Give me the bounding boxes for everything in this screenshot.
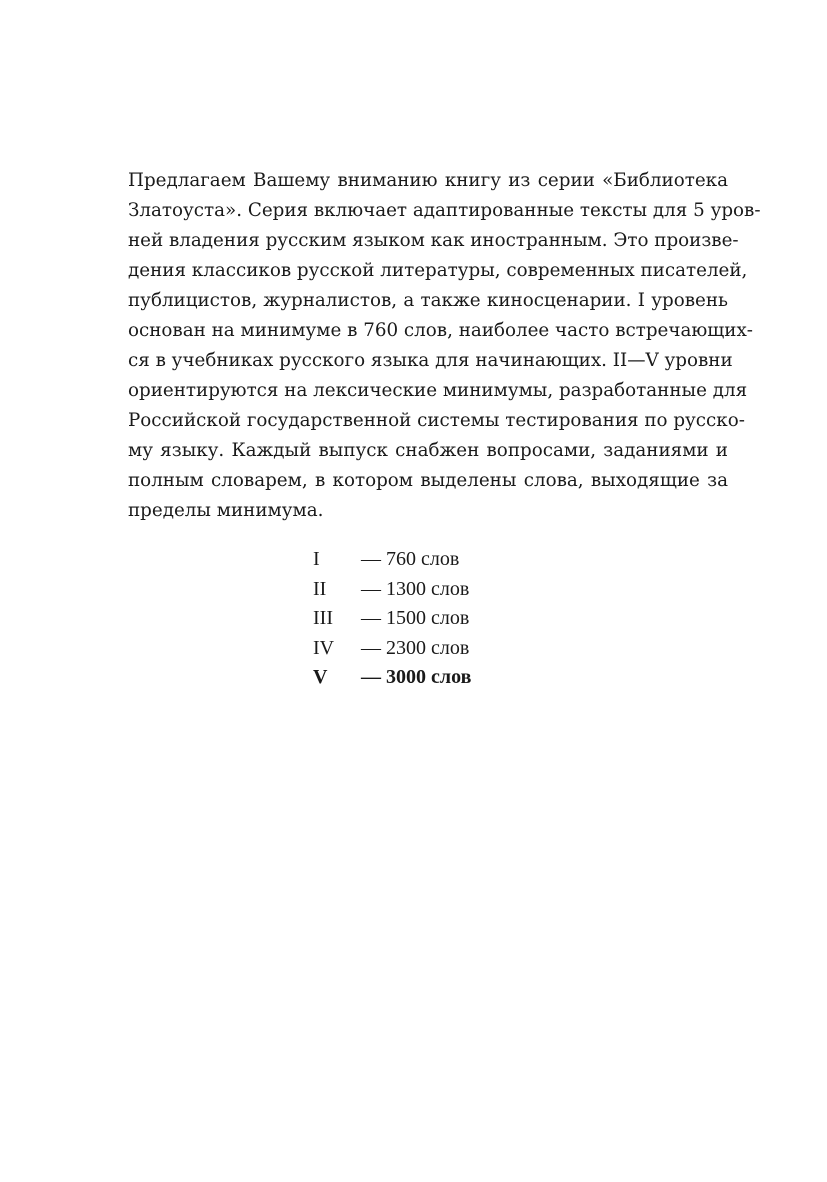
intro-line: му языку. Каждый выпуск снабжен вопросами, заданиями и <box>128 440 728 461</box>
level-word-count: — 3000 слов <box>361 666 472 688</box>
intro-line: основан на минимуме в 760 слов, наиболее часто встречающих- <box>128 320 753 341</box>
intro-line: Предлагаем Вашему вниманию книгу из серии «Библиотека <box>128 170 728 191</box>
level-row-3 <box>313 604 533 634</box>
level-row-1 <box>313 545 533 575</box>
level-word-count: — 1500 слов <box>361 607 470 629</box>
intro-line: публицистов, журналистов, а также киносценарии. I уровень <box>128 290 728 311</box>
level-list <box>313 545 533 693</box>
intro-paragraph <box>128 166 761 526</box>
level-row-5-current <box>313 663 533 693</box>
level-word-count: — 1300 слов <box>361 577 470 600</box>
level-word-count: — 2300 слов <box>361 636 470 659</box>
intro-line: Российской государственной системы тестирования по русско- <box>128 410 745 431</box>
level-number: II <box>313 577 327 600</box>
level-row-4 <box>313 634 533 664</box>
level-number: III <box>313 607 333 629</box>
level-number: V <box>313 666 328 688</box>
level-number: I <box>313 548 320 570</box>
intro-line: ней владения русским языком как иностранным. Это произве- <box>128 230 739 251</box>
intro-line: дения классиков русской литературы, современных писателей, <box>128 260 748 281</box>
level-word-count: — 760 слов <box>361 548 460 570</box>
intro-line: полным словарем, в котором выделены слова, выходящие за <box>128 470 728 491</box>
level-number: IV <box>313 636 335 659</box>
intro-line: пределы минимума. <box>128 500 324 521</box>
level-row-2 <box>313 575 533 605</box>
intro-line: ся в учебниках русского языка для начинающих. II—V уровни <box>128 350 733 371</box>
intro-line: ориентируются на лексические минимумы, разработанные для <box>128 380 748 401</box>
intro-line: Златоуста». Серия включает адаптированные тексты для 5 уров- <box>128 200 761 221</box>
